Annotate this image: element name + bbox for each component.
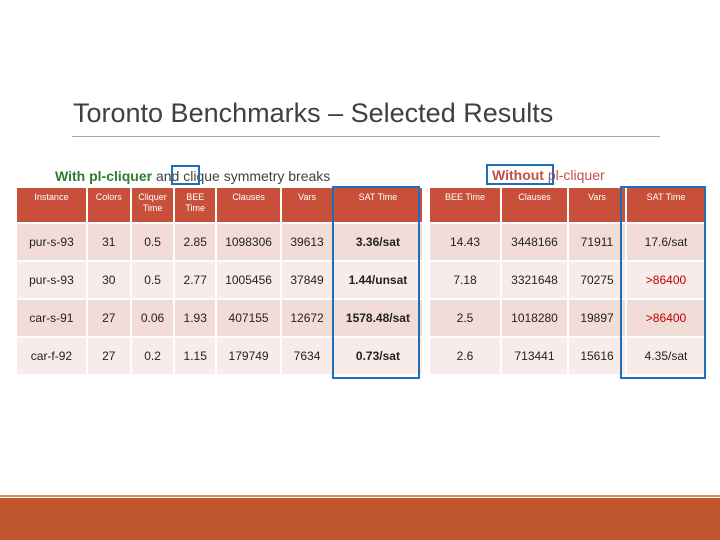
column-header: Colors — [88, 188, 130, 222]
table-cell: 17.6/sat — [627, 224, 705, 260]
table-cell: 31 — [88, 224, 130, 260]
table-cell: 1018280 — [502, 300, 567, 336]
table-cell: 19897 — [569, 300, 625, 336]
table-cell: 15616 — [569, 338, 625, 374]
highlight-box-sat-time-column-right — [620, 186, 706, 379]
table-cell: 1.15 — [175, 338, 215, 374]
column-header: Clauses — [502, 188, 567, 222]
right-heading-highlight: Without — [492, 167, 544, 183]
left-heading-rest: and clique symmetry breaks — [152, 168, 331, 184]
footer-bar — [0, 498, 720, 540]
column-header: Vars — [282, 188, 332, 222]
table-cell: 27 — [88, 338, 130, 374]
column-header: Vars — [569, 188, 625, 222]
highlight-box-sat-time-column — [332, 186, 420, 379]
table-cell: car-s-91 — [17, 300, 86, 336]
table-cell: >86400 — [627, 262, 705, 298]
title-divider — [72, 136, 660, 137]
table-cell: 4.35/sat — [627, 338, 705, 374]
table-cell: 2.77 — [175, 262, 215, 298]
table-cell: 713441 — [502, 338, 567, 374]
left-heading-highlight: With pl-cliquer — [55, 168, 153, 184]
table-cell: 2.5 — [430, 300, 500, 336]
table-cell: 70275 — [569, 262, 625, 298]
table-cell: 14.43 — [430, 224, 500, 260]
table-cell: 0.73/sat — [334, 338, 422, 374]
table-cell: 1098306 — [217, 224, 280, 260]
table-cell: car-f-92 — [17, 338, 86, 374]
table-cell: 3.36/sat — [334, 224, 422, 260]
table-cell: 71911 — [569, 224, 625, 260]
table-cell: 0.06 — [132, 300, 174, 336]
table-cell: 0.5 — [132, 262, 174, 298]
slide-title: Toronto Benchmarks – Selected Results — [73, 98, 554, 128]
table-cell: 37849 — [282, 262, 332, 298]
column-header: SAT Time — [334, 188, 422, 222]
table-cell: 407155 — [217, 300, 280, 336]
column-header: BEE Time — [430, 188, 500, 222]
table-cell: 1005456 — [217, 262, 280, 298]
column-header: Clauses — [217, 188, 280, 222]
table-cell: pur-s-93 — [17, 262, 86, 298]
table-cell: 27 — [88, 300, 130, 336]
table-cell: 7634 — [282, 338, 332, 374]
table-cell: 1578.48/sat — [334, 300, 422, 336]
highlight-box-without-label — [486, 164, 554, 185]
highlight-box-with-label — [171, 165, 200, 185]
table-cell: 3448166 — [502, 224, 567, 260]
table-cell: 1.44/unsat — [334, 262, 422, 298]
table-cell: 39613 — [282, 224, 332, 260]
column-header: BEE Time — [175, 188, 215, 222]
table-cell: pur-s-93 — [17, 224, 86, 260]
table-cell: 12672 — [282, 300, 332, 336]
table-cell: 3321648 — [502, 262, 567, 298]
table-cell: 1.93 — [175, 300, 215, 336]
column-header: Instance — [17, 188, 86, 222]
column-header: SAT Time — [627, 188, 705, 222]
right-heading-rest: pl-cliquer — [543, 167, 605, 183]
column-header: Cliquer Time — [132, 188, 174, 222]
table-cell: >86400 — [627, 300, 705, 336]
table-cell: 0.5 — [132, 224, 174, 260]
table-cell: 179749 — [217, 338, 280, 374]
table-cell: 0.2 — [132, 338, 174, 374]
footer-accent-line — [0, 495, 720, 497]
table-cell: 2.85 — [175, 224, 215, 260]
table-cell: 30 — [88, 262, 130, 298]
table-cell: 7.18 — [430, 262, 500, 298]
table-cell: 2.6 — [430, 338, 500, 374]
